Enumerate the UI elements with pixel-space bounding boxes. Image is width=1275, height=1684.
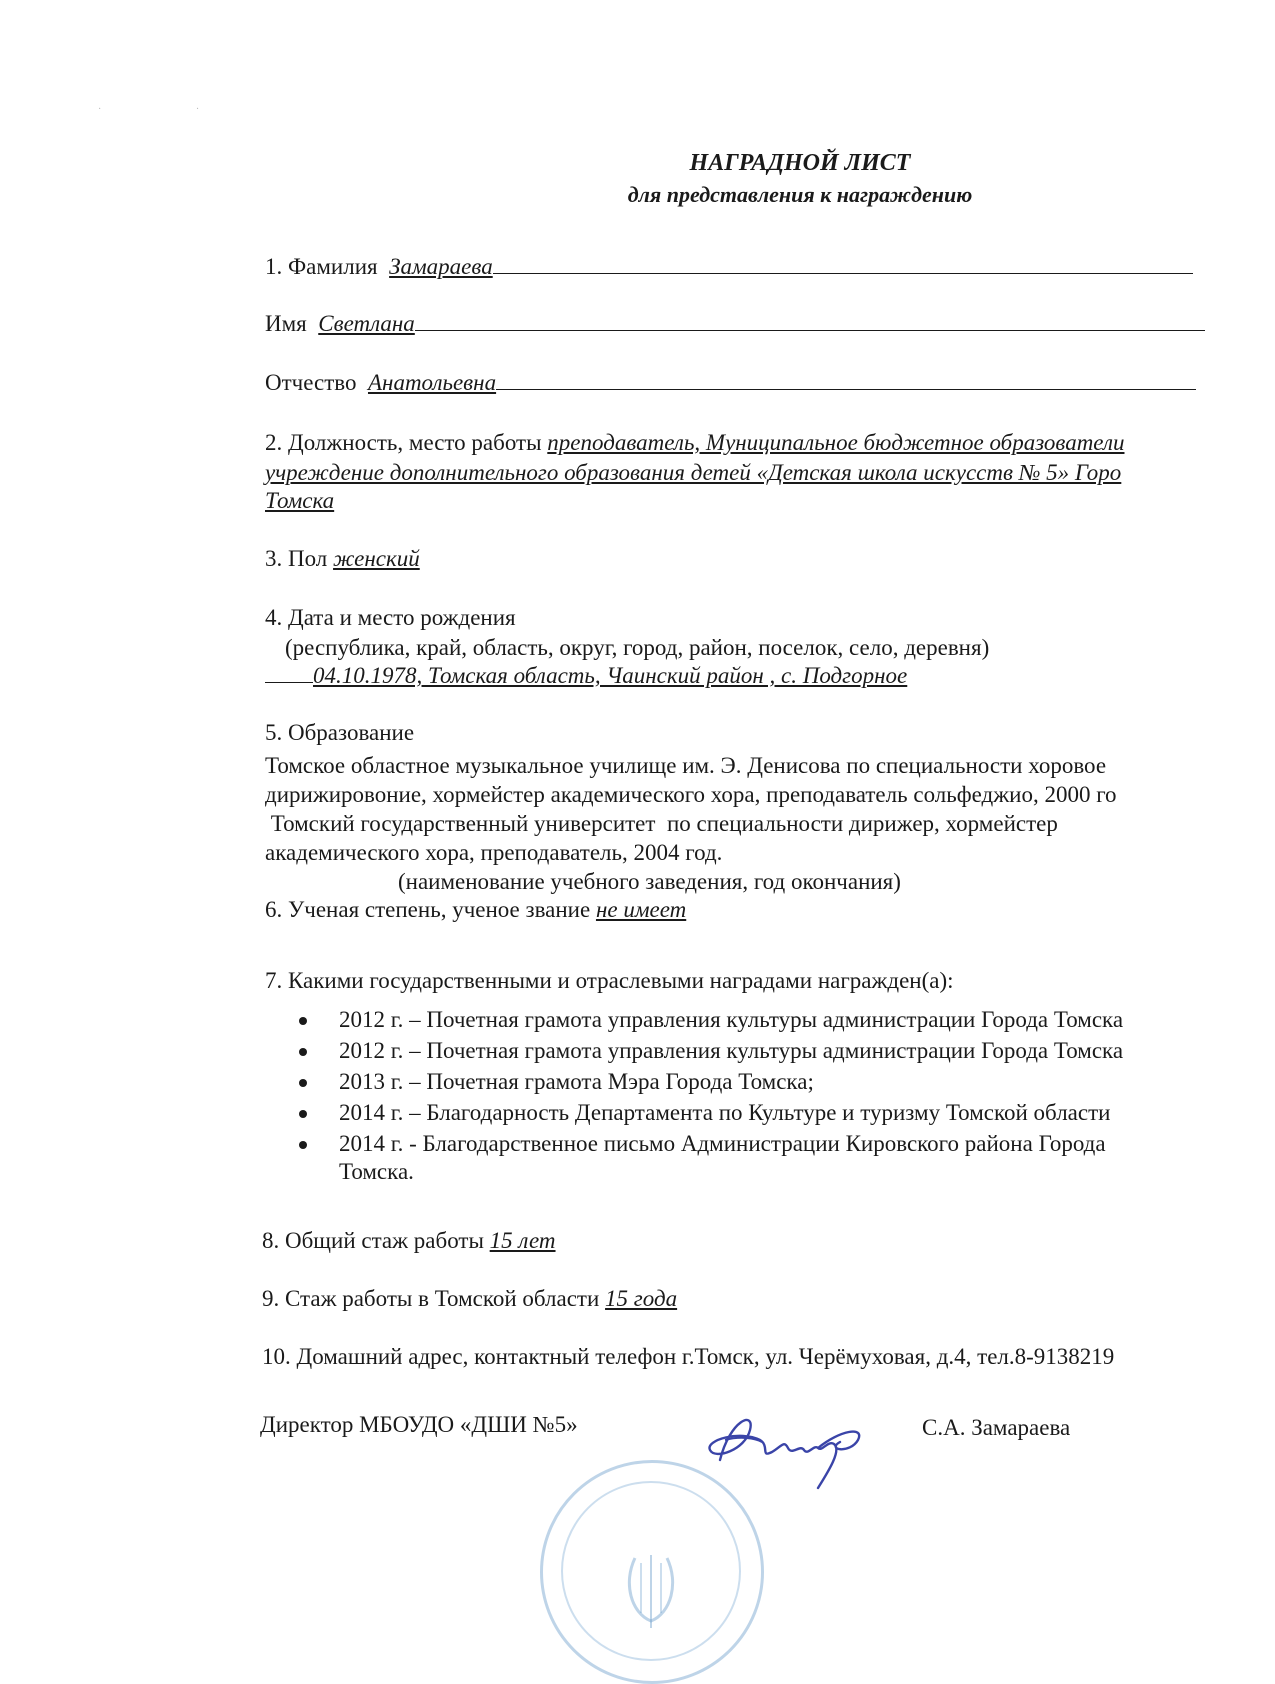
name-label: Имя — [265, 311, 307, 336]
surname-row — [265, 254, 1193, 280]
award-text: Томска. — [339, 1159, 414, 1184]
bullet-icon — [299, 1079, 307, 1087]
name-underline — [415, 330, 1205, 331]
patronymic-value: Анатольевна — [367, 370, 497, 395]
patronymic-label: Отчество — [265, 370, 357, 395]
position-value-line3: Томска — [265, 488, 335, 513]
region-experience-row — [262, 1286, 677, 1312]
education-hint: (наименование учебного заведения, год окончания) — [398, 869, 901, 894]
award-text: 2014 г. - Благодарственное письмо Администрации Кировского района Города — [339, 1131, 1106, 1156]
surname-label: 1. Фамилия — [265, 254, 378, 279]
handwritten-signature — [700, 1400, 875, 1500]
bullet-icon — [299, 1017, 307, 1025]
award-text: 2012 г. – Почетная грамота управления культуры администрации Города Томска — [339, 1038, 1124, 1063]
patronymic-underline — [496, 389, 1196, 390]
birth-lead-underline — [265, 682, 313, 683]
gender-label: 3. Пол — [265, 546, 328, 571]
surname-underline — [493, 273, 1193, 274]
region-experience-label: 9. Стаж работы в Томской области — [262, 1286, 600, 1311]
position-value-line2: учреждение дополнительного образования детей «Детская школа искусств № 5» Горо — [265, 460, 1122, 485]
birth-value: 04.10.1978, Томская область, Чаинский район , с. Подгорное — [313, 663, 908, 688]
surname-value: Замараева — [389, 254, 493, 279]
award-text: 2013 г. – Почетная грамота Мэра Города Томска; — [339, 1069, 814, 1094]
education-label: 5. Образование — [265, 720, 415, 745]
bullet-icon — [299, 1141, 307, 1149]
birth-label: 4. Дата и место рождения — [265, 605, 516, 630]
position-label: 2. Должность, место работы — [265, 430, 542, 455]
total-experience-label: 8. Общий стаж работы — [262, 1228, 484, 1253]
director-label: Директор МБОУДО «ДШИ №5» — [260, 1412, 578, 1437]
region-experience-value: 15 года — [605, 1286, 678, 1311]
bullet-icon — [299, 1110, 307, 1118]
gender-value: женский — [333, 546, 420, 571]
degree-row — [265, 897, 686, 923]
name-value: Светлана — [318, 311, 415, 336]
signatory-name: С.А. Замараева — [922, 1415, 1071, 1440]
awards-label: 7. Какими государственными и отраслевыми наградами награжден(а): — [265, 968, 954, 993]
birth-value-row — [265, 663, 907, 689]
scan-specks: · · — [98, 104, 246, 115]
education-line: Томский государственный университет по специальности дирижер, хормейстер — [265, 811, 1058, 836]
bullet-icon — [299, 1048, 307, 1056]
birth-hint: (республика, край, область, округ, город, район, поселок, село, деревня) — [285, 635, 990, 660]
degree-value: не имеет — [595, 897, 687, 922]
education-line: дирижировоние, хормейстер академического хора, преподаватель сольфеджио, 2000 го — [265, 782, 1117, 807]
award-text: 2012 г. – Почетная грамота управления культуры администрации Города Томска — [339, 1007, 1124, 1032]
total-experience-row — [262, 1228, 556, 1254]
degree-label: 6. Ученая степень, ученое звание — [265, 897, 591, 922]
education-line: академического хора, преподаватель, 2004 год. — [265, 840, 723, 865]
document-subtitle: для представления к награждению — [627, 182, 973, 207]
gender-row — [265, 546, 420, 572]
award-text: 2014 г. – Благодарность Департамента по Культуре и туризму Томской области — [339, 1100, 1111, 1125]
document-title: НАГРАДНОЙ ЛИСТ — [689, 150, 911, 176]
total-experience-value: 15 лет — [489, 1228, 556, 1253]
position-row — [265, 430, 1124, 456]
education-line: Томское областное музыкальное училище им. Э. Денисова по специальности хоровое — [265, 753, 1107, 778]
patronymic-row — [265, 370, 1196, 396]
name-row — [265, 311, 1205, 337]
position-value-line1: преподаватель, Муниципальное бюджетное образователи — [547, 430, 1125, 455]
address-line: 10. Домашний адрес, контактный телефон г.Томск, ул. Черёмуховая, д.4, тел.8-9138219 — [262, 1344, 1115, 1369]
